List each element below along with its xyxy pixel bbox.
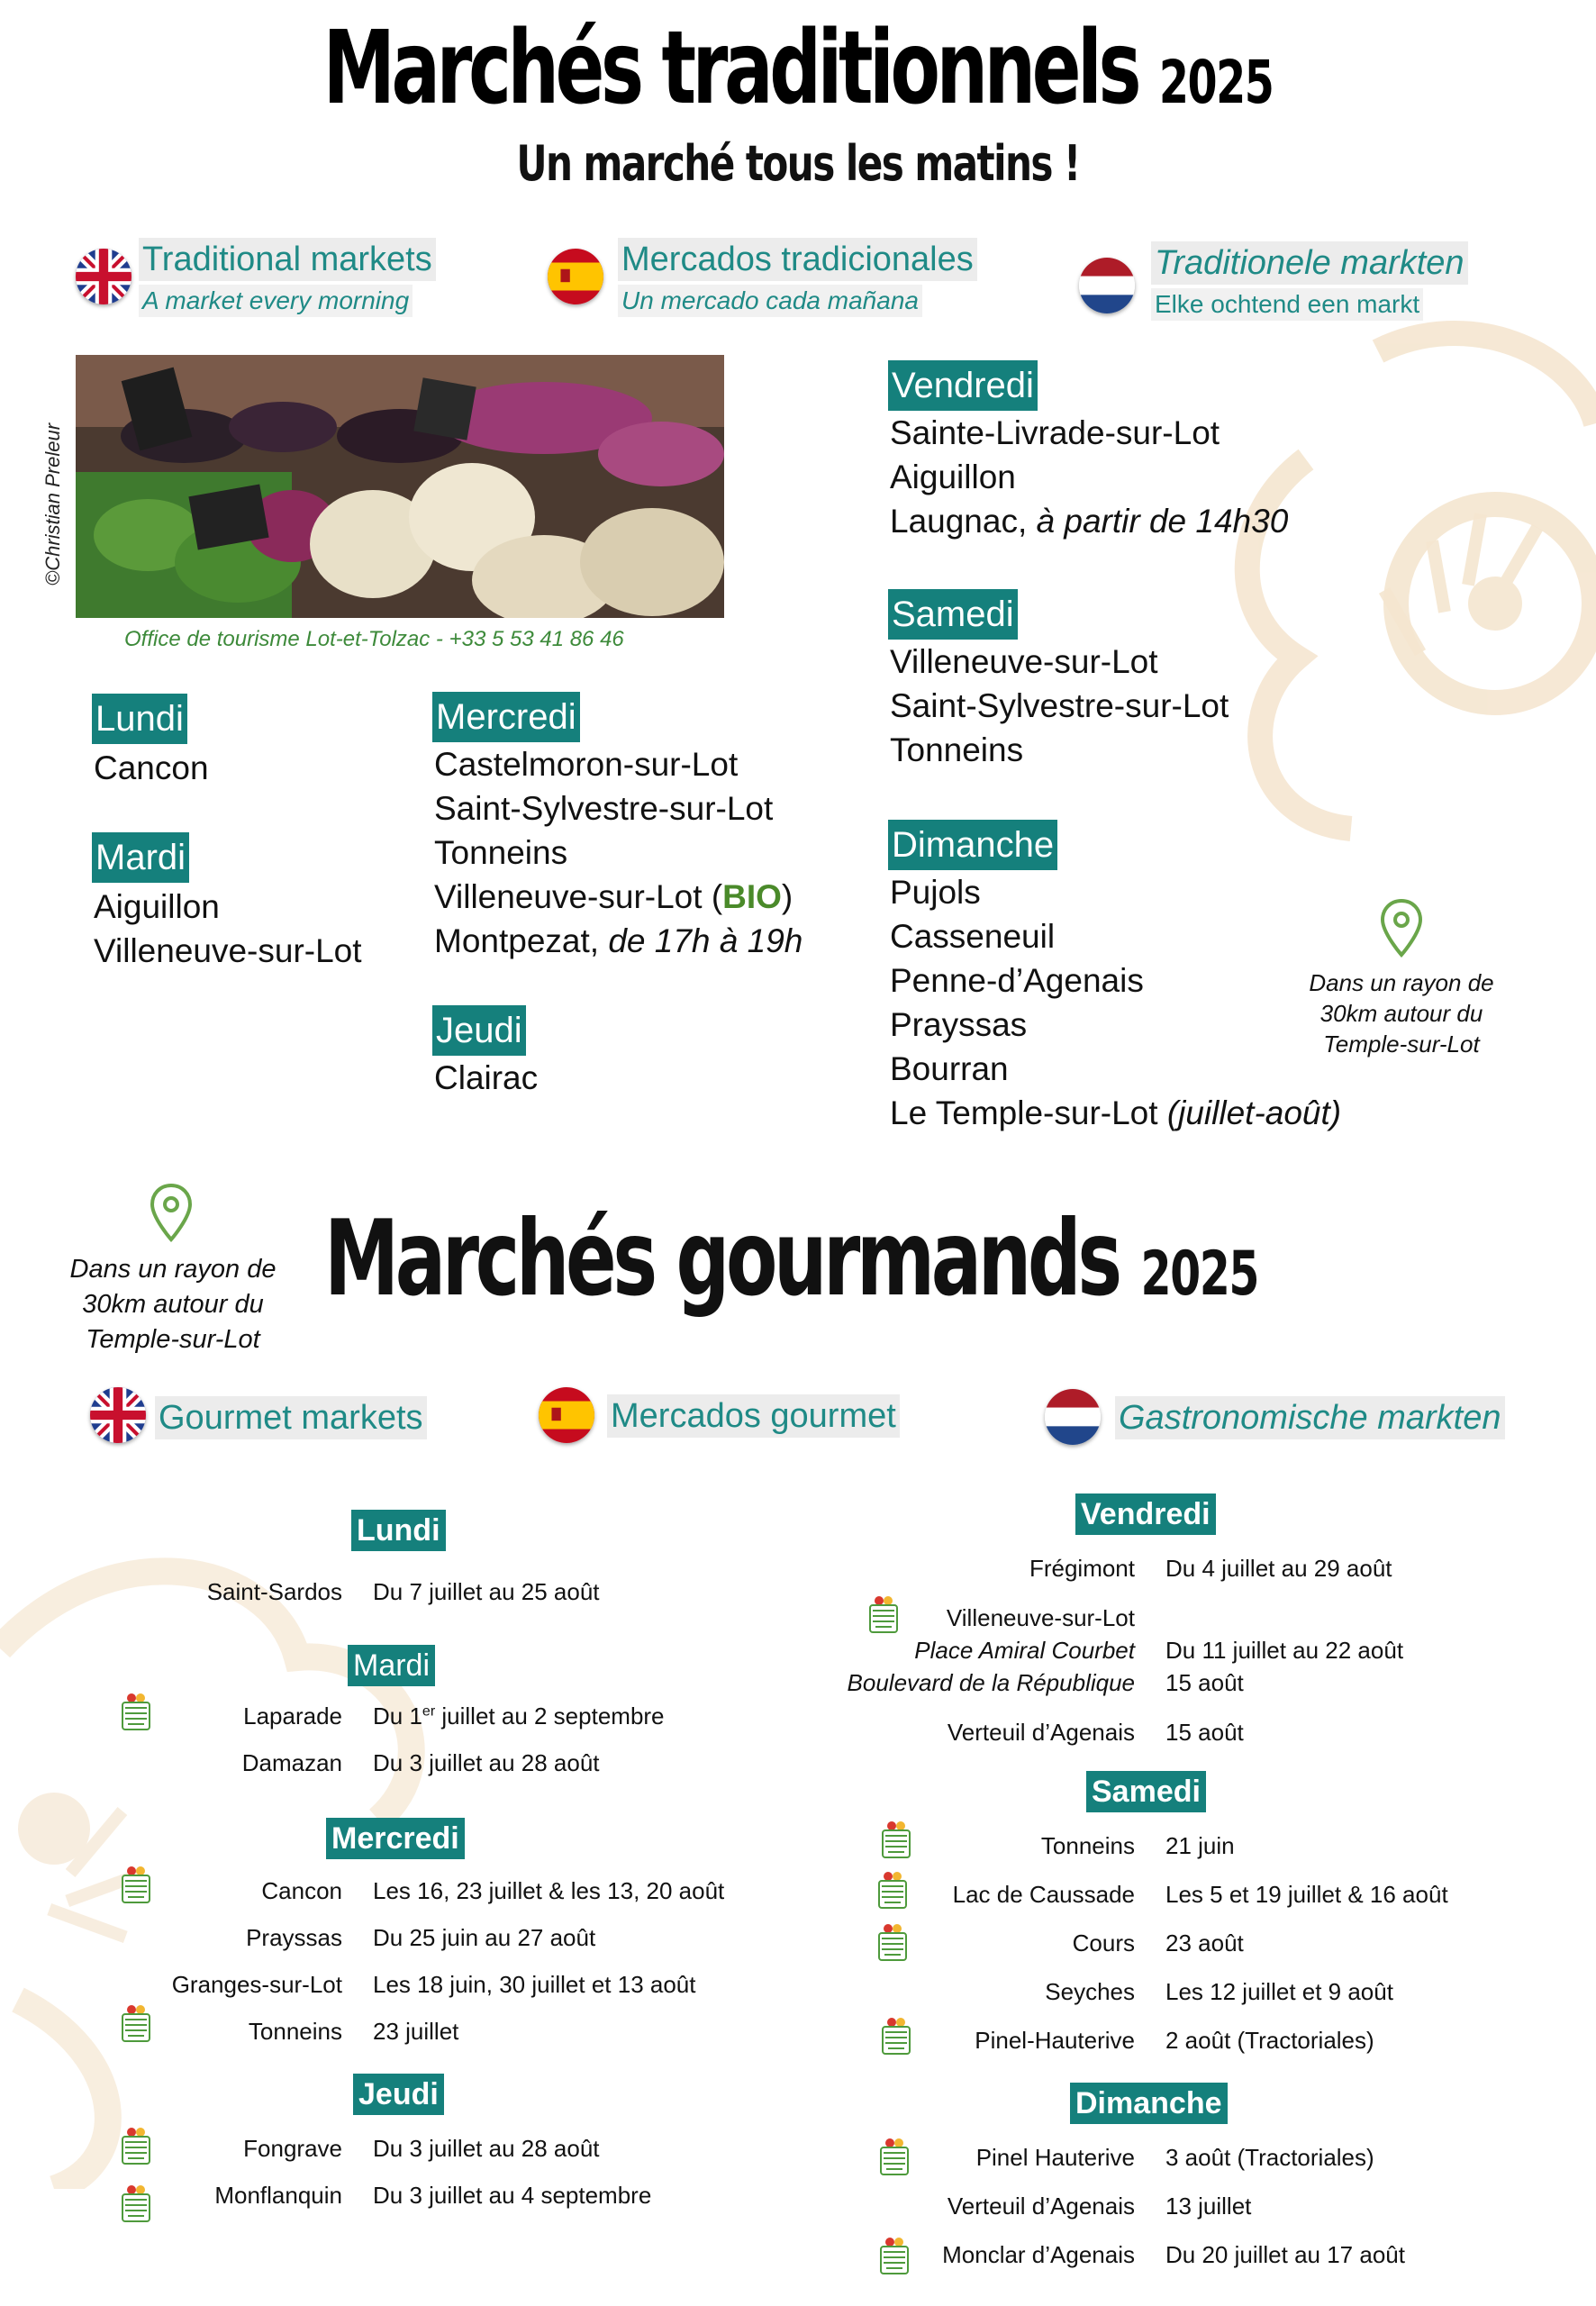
town: Clairac [434,1059,539,1096]
bio-label: BIO [722,878,782,915]
paren-close: ) [781,878,793,915]
row-dates: Les 16, 23 juillet & les 13, 20 août [373,1877,725,1904]
producer-market-logo-icon [877,2137,911,2176]
row-dates: Du 3 juillet au 28 août [373,2135,600,2162]
row-town: Cours [1072,1929,1135,1956]
row-dates: Du 25 juin au 27 août [373,1924,596,1951]
day-dimanche: Dimanche [888,820,1057,870]
day-mardi: Mardi [92,832,189,883]
photo-caption: Office de tourisme Lot-et-Tolzac - +33 5 53 41 86 46 [124,627,624,651]
es-subtitle: Un mercado cada mañana [618,285,922,317]
town: Cancon [94,749,209,786]
radius-line: Dans un rayon de [69,1255,277,1284]
row-dates: 13 juillet [1165,2193,1252,2220]
row-town: Tonneins [1040,1832,1135,1859]
radius-line: Temple-sur-Lot [86,1325,260,1354]
producer-market-logo-icon [879,1820,913,1859]
gourmet-title-year: 2025 [1140,1239,1259,1310]
town: Villeneuve-sur-Lot [94,932,362,969]
producer-market-logo-icon [119,2003,153,2043]
gourmet-day-samedi: Samedi [1086,1771,1206,1812]
gourmet-title [324,1198,1259,1320]
town-montpezat [434,919,803,963]
row-town: Monflanquin [214,2182,342,2209]
gourmet-day-lundi: Lundi [351,1510,446,1551]
row-town: Laparade [243,1702,342,1730]
town: Tonneins [434,834,568,871]
town: Pujols [890,874,981,911]
netherlands-flag-icon [1045,1389,1101,1445]
netherlands-flag-icon [1079,258,1135,313]
row-town: Monclar d’Agenais [942,2241,1135,2268]
row-dates: 15 août [1165,1719,1244,1746]
town: Sainte-Livrade-sur-Lot [890,414,1220,451]
row-town: Verteuil d’Agenais [947,1719,1135,1746]
lundi-towns [94,746,209,790]
row-dates: Du 3 juillet au 28 août [373,1749,600,1776]
town-time: (juillet-août) [1166,1094,1342,1131]
spain-flag-icon [548,249,603,304]
vendredi-towns [890,411,1288,543]
row-town: Prayssas [246,1924,342,1951]
row-town: Verteuil d’Agenais [947,2193,1135,2220]
row-dates: 2 août (Tractoriales) [1165,2027,1374,2054]
photo-credit: ©Christian Preleur [41,422,64,586]
town-temple [890,1091,1341,1135]
producer-market-logo-icon [119,1692,153,1731]
town: Saint-Sylvestre-sur-Lot [434,790,774,827]
es-gourmet-title: Mercados gourmet [607,1394,900,1438]
es-title: Mercados tradicionales [618,238,977,281]
title-text: Marchés traditionnels [322,10,1138,127]
page-title [223,10,1373,127]
town: Saint-Sylvestre-sur-Lot [890,687,1229,724]
radius-line: 30km autour du [1319,1000,1483,1027]
gourmet-day-jeudi: Jeudi [353,2074,444,2115]
producer-market-logo-icon [119,1865,153,1904]
mercredi-towns [434,742,803,963]
samedi-towns [890,640,1229,772]
town: Bourran [890,1050,1009,1087]
radius-line: Dans un rayon de [1309,969,1494,996]
town-time: de 17h à 19h [608,922,803,959]
gourmet-day-mercredi: Mercredi [326,1818,465,1859]
producer-market-logo-icon [875,1922,910,1962]
town-text: Villeneuve-sur-Lot ( [434,878,723,915]
row-dates: Du 11 juillet au 22 août [1165,1637,1404,1664]
town-text: Le Temple-sur-Lot [890,1094,1167,1131]
row-dates: 21 juin [1165,1832,1235,1859]
town-text: Montpezat, [434,922,609,959]
producer-market-logo-icon [875,1870,910,1910]
dimanche-towns [890,870,1341,1135]
en-gourmet-title: Gourmet markets [155,1396,427,1439]
title-year: 2025 [1158,48,1274,117]
producer-market-logo-icon [866,1594,901,1634]
en-subtitle: A market every morning [139,285,413,317]
radius-note-left [56,1252,290,1357]
date-text: Du 1 [373,1702,422,1730]
radius-note-right [1293,967,1510,1059]
row-town: Damazan [241,1749,342,1776]
town-time: à partir de 14h30 [1036,503,1289,540]
row-town: Villeneuve-sur-Lot [946,1604,1135,1631]
row-dates: 23 août [1165,1929,1244,1956]
row-dates: 3 août (Tractoriales) [1165,2144,1374,2171]
gourmet-day-vendredi: Vendredi [1075,1493,1216,1535]
town-villeneuve-bio [434,875,803,919]
gourmet-day-mardi: Mardi [348,1645,435,1686]
producer-market-logo-icon [119,2183,153,2223]
date-sup: er [422,1703,436,1720]
row-dates: Les 12 juillet et 9 août [1165,1978,1393,2005]
row-place: Boulevard de la République [847,1669,1135,1696]
town: Villeneuve-sur-Lot [890,643,1158,680]
day-samedi: Samedi [888,589,1018,640]
day-mercredi: Mercredi [432,692,580,742]
radius-line: Temple-sur-Lot [1323,1030,1480,1058]
row-town: Frégimont [1029,1555,1135,1582]
day-vendredi: Vendredi [888,360,1038,411]
town: Penne-d’Agenais [890,962,1144,999]
en-title: Traditional markets [139,238,436,281]
row-dates: Les 5 et 19 juillet & 16 août [1165,1881,1448,1908]
row-dates: Du 20 juillet au 17 août [1165,2241,1405,2268]
row-town: Pinel Hauterive [975,2144,1135,2171]
row-dates: 23 juillet [373,2018,459,2045]
uk-flag-icon [90,1387,146,1443]
row-town: Seyches [1045,1978,1135,2005]
row-town: Fongrave [243,2135,342,2162]
jeudi-towns [434,1056,538,1100]
market-vegetables-photo [76,355,724,618]
town: Tonneins [890,731,1024,768]
row-town: Pinel-Hauterive [975,2027,1135,2054]
nl-gourmet-title: Gastronomische markten [1115,1396,1505,1439]
gourmet-title-text: Marchés gourmands [324,1198,1119,1320]
map-pin-icon [1378,897,1425,958]
town: Aiguillon [890,458,1016,495]
town-text: Laugnac, [890,503,1037,540]
day-jeudi: Jeudi [432,1005,526,1056]
town: Casseneuil [890,918,1056,955]
row-dates: Du 4 juillet au 29 août [1165,1555,1392,1582]
row-town: Cancon [261,1877,342,1904]
row-dates [373,1702,665,1730]
town: Aiguillon [94,888,220,925]
producer-market-logo-icon [877,2236,911,2275]
day-lundi: Lundi [92,694,187,744]
producer-market-logo-icon [879,2016,913,2056]
row-town: Lac de Caussade [952,1881,1135,1908]
row-town: Tonneins [248,2018,342,2045]
nl-subtitle: Elke ochtend een markt [1151,288,1423,321]
uk-flag-icon [76,249,131,304]
row-town: Granges-sur-Lot [171,1971,342,1998]
spain-flag-icon [539,1387,594,1443]
nl-title: Traditionele markten [1151,241,1468,285]
row-dates: Du 7 juillet au 25 août [373,1578,600,1605]
map-pin-icon [148,1182,195,1243]
page-subtitle: Un marché tous les matins ! [516,135,1080,192]
mardi-towns [94,885,362,973]
row-town: Saint-Sardos [206,1578,342,1605]
row-place: Place Amiral Courbet [914,1637,1135,1664]
town-laugnac [890,499,1288,543]
gourmet-day-dimanche: Dimanche [1070,2083,1228,2124]
row-dates: Les 18 juin, 30 juillet et 13 août [373,1971,696,1998]
radius-line: 30km autour du [82,1290,264,1319]
date-text: juillet au 2 septembre [435,1702,665,1730]
row-dates: Du 3 juillet au 4 septembre [373,2182,652,2209]
producer-market-logo-icon [119,2126,153,2165]
town: Castelmoron-sur-Lot [434,746,739,783]
town: Prayssas [890,1006,1028,1043]
row-dates: 15 août [1165,1669,1244,1696]
